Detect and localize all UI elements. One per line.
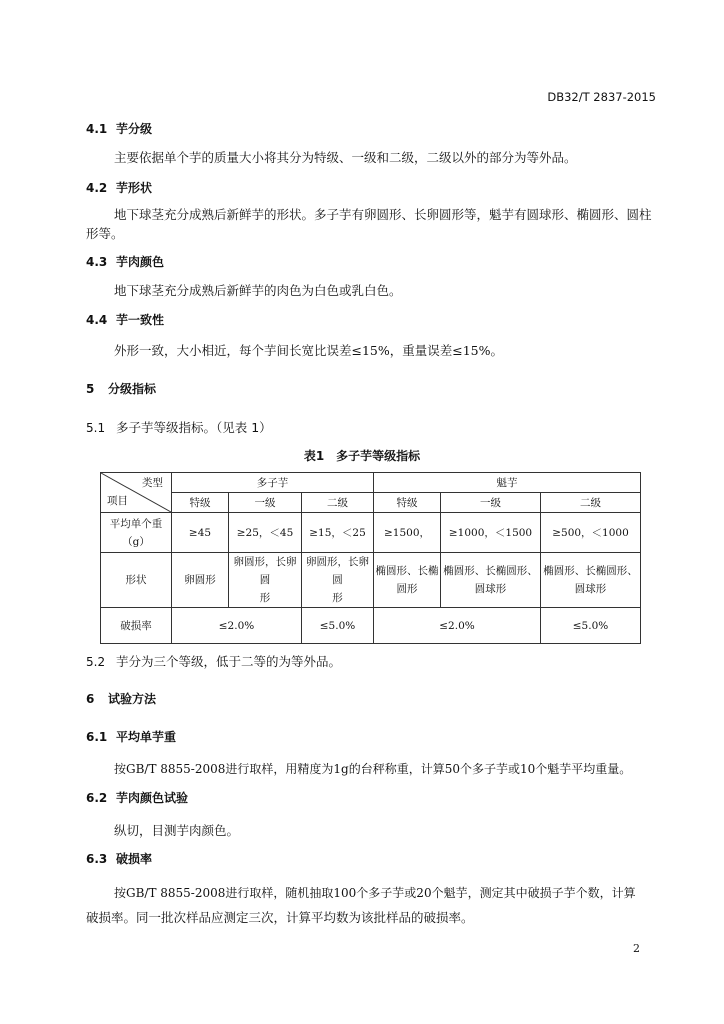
heading-title: 破损率 — [116, 852, 153, 866]
weight-cell: ≥15，＜25 — [302, 513, 374, 553]
weight-cell: ≥500，＜1000 — [541, 513, 641, 553]
grade-cell: 二级 — [302, 493, 374, 513]
item-5-1 — [86, 418, 272, 436]
table-row — [101, 493, 641, 513]
heading-title: 芋一致性 — [116, 313, 165, 327]
heading-number: 6.1 — [86, 730, 108, 744]
grade-cell: 一级 — [441, 493, 541, 513]
shape-cell — [374, 553, 441, 608]
heading-number: 4.1 — [86, 122, 108, 136]
shape-cell — [541, 553, 641, 608]
shape-line: 卵圆形，长卵圆 — [233, 556, 297, 586]
heading-6-2 — [86, 789, 188, 806]
paragraph-4-4: 外形一致，大小相近，每个芋间长宽比误差≤15%，重量误差≤15%。 — [114, 343, 504, 358]
heading-number: 4.4 — [86, 313, 108, 327]
heading-5 — [86, 380, 156, 397]
heading-title: 芋形状 — [116, 181, 153, 195]
table-caption: 表1 多子芋等级指标 — [303, 449, 421, 463]
paragraph-4-1: 主要依据单个芋的质量大小将其分为特级、一级和二级，二级以外的部分为等外品。 — [114, 150, 577, 165]
row-label-shape: 形状 — [101, 553, 172, 608]
shape-line: 圆形 — [396, 583, 418, 595]
grade-cell: 一级 — [229, 493, 302, 513]
shape-line: 形 — [332, 592, 343, 604]
heading-6 — [86, 690, 156, 707]
item-number: 5.1 — [86, 421, 106, 435]
shape-line: 圆球形 — [574, 583, 607, 595]
weight-cell: ≥1000，＜1500 — [441, 513, 541, 553]
shape-cell — [229, 553, 302, 608]
item-5-2 — [86, 652, 341, 670]
heading-6-1 — [86, 728, 176, 745]
grade-table — [100, 472, 641, 644]
row-label-line: 平均单个重 — [109, 517, 163, 530]
heading-number: 5 — [86, 382, 95, 396]
paragraph-6-1: 按GB/T 8855-2008进行取样，用精度为1g的台秤称重，计算50个多子芋或10个魁芋平均重量。 — [114, 762, 632, 776]
group-header-duoziyu: 多子芋 — [172, 473, 374, 493]
paragraph-4-2-line1: 地下球茎充分成熟后新鲜芋的形状。多子芋有卵圆形、长卵圆形等，魁芋有圆球形、椭圆形、圆柱 — [114, 207, 652, 222]
heading-4-1 — [86, 120, 152, 137]
shape-line: 椭圆形、长椭圆形、 — [443, 565, 538, 577]
table-corner-cell — [101, 473, 172, 513]
heading-4-3 — [86, 253, 164, 270]
shape-cell — [302, 553, 374, 608]
item-number: 5.2 — [86, 655, 106, 669]
heading-title: 芋肉颜色 — [116, 255, 165, 269]
heading-title: 平均单芋重 — [116, 730, 177, 744]
document-code: DB32/T 2837-2015 — [547, 90, 656, 104]
heading-number: 6.2 — [86, 791, 108, 805]
paragraph-4-3: 地下球茎充分成熟后新鲜芋的肉色为白色或乳白色。 — [114, 283, 402, 298]
paragraph-6-2: 纵切，目测芋肉颜色。 — [114, 823, 240, 838]
page-number: 2 — [633, 942, 640, 955]
heading-title: 试验方法 — [108, 692, 157, 706]
heading-number: 6.3 — [86, 852, 108, 866]
shape-line: 形 — [259, 592, 271, 604]
table-row — [101, 553, 641, 608]
heading-title: 芋肉颜色试验 — [116, 791, 189, 805]
item-text: 多子芋等级指标。（见表 1） — [116, 420, 272, 435]
damage-cell: ≤5.0% — [302, 608, 374, 644]
shape-line: 卵圆形 — [184, 574, 216, 586]
paragraph-4-2-line2: 形等。 — [86, 226, 124, 241]
grade-cell: 二级 — [541, 493, 641, 513]
heading-title: 芋分级 — [116, 122, 153, 136]
table-row — [101, 473, 641, 493]
heading-number: 6 — [86, 692, 95, 706]
item-text: 芋分为三个等级，低于二等的为等外品。 — [116, 654, 342, 669]
heading-4-4 — [86, 311, 164, 328]
row-label-damage: 破损率 — [101, 608, 172, 644]
corner-type-label: 类型 — [142, 477, 163, 489]
shape-line: 椭圆形、长椭圆形、 — [543, 565, 638, 577]
damage-cell: ≤5.0% — [541, 608, 641, 644]
shape-line: 椭圆形、长椭 — [375, 565, 439, 577]
heading-number: 4.2 — [86, 181, 108, 195]
heading-6-3 — [86, 850, 152, 867]
weight-cell: ≥1500， — [374, 513, 441, 553]
row-label-weight — [101, 513, 172, 553]
shape-cell — [441, 553, 541, 608]
grade-cell: 特级 — [172, 493, 229, 513]
shape-line: 卵圆形，长卵圆 — [306, 556, 369, 586]
corner-item-label: 项目 — [107, 495, 128, 507]
weight-cell: ≥25，＜45 — [229, 513, 302, 553]
heading-number: 4.3 — [86, 255, 108, 269]
shape-cell — [172, 553, 229, 608]
group-header-kuiyu: 魁芋 — [374, 473, 641, 493]
paragraph-6-3-line1: 按GB/T 8855-2008进行取样，随机抽取100个多子芋或20个魁芋，测定其中破损子芋个数，计算 — [114, 886, 636, 900]
damage-cell: ≤2.0% — [172, 608, 302, 644]
table-row — [101, 513, 641, 553]
shape-line: 圆球形 — [474, 583, 507, 595]
table-row — [101, 608, 641, 644]
row-label-line: （g） — [122, 535, 150, 548]
grade-cell: 特级 — [374, 493, 441, 513]
paragraph-6-3-line2: 破损率。同一批次样品应测定三次，计算平均数为该批样品的破损率。 — [86, 910, 474, 925]
damage-cell: ≤2.0% — [374, 608, 541, 644]
heading-4-2 — [86, 179, 152, 196]
heading-title: 分级指标 — [108, 382, 157, 396]
weight-cell: ≥45 — [172, 513, 229, 553]
